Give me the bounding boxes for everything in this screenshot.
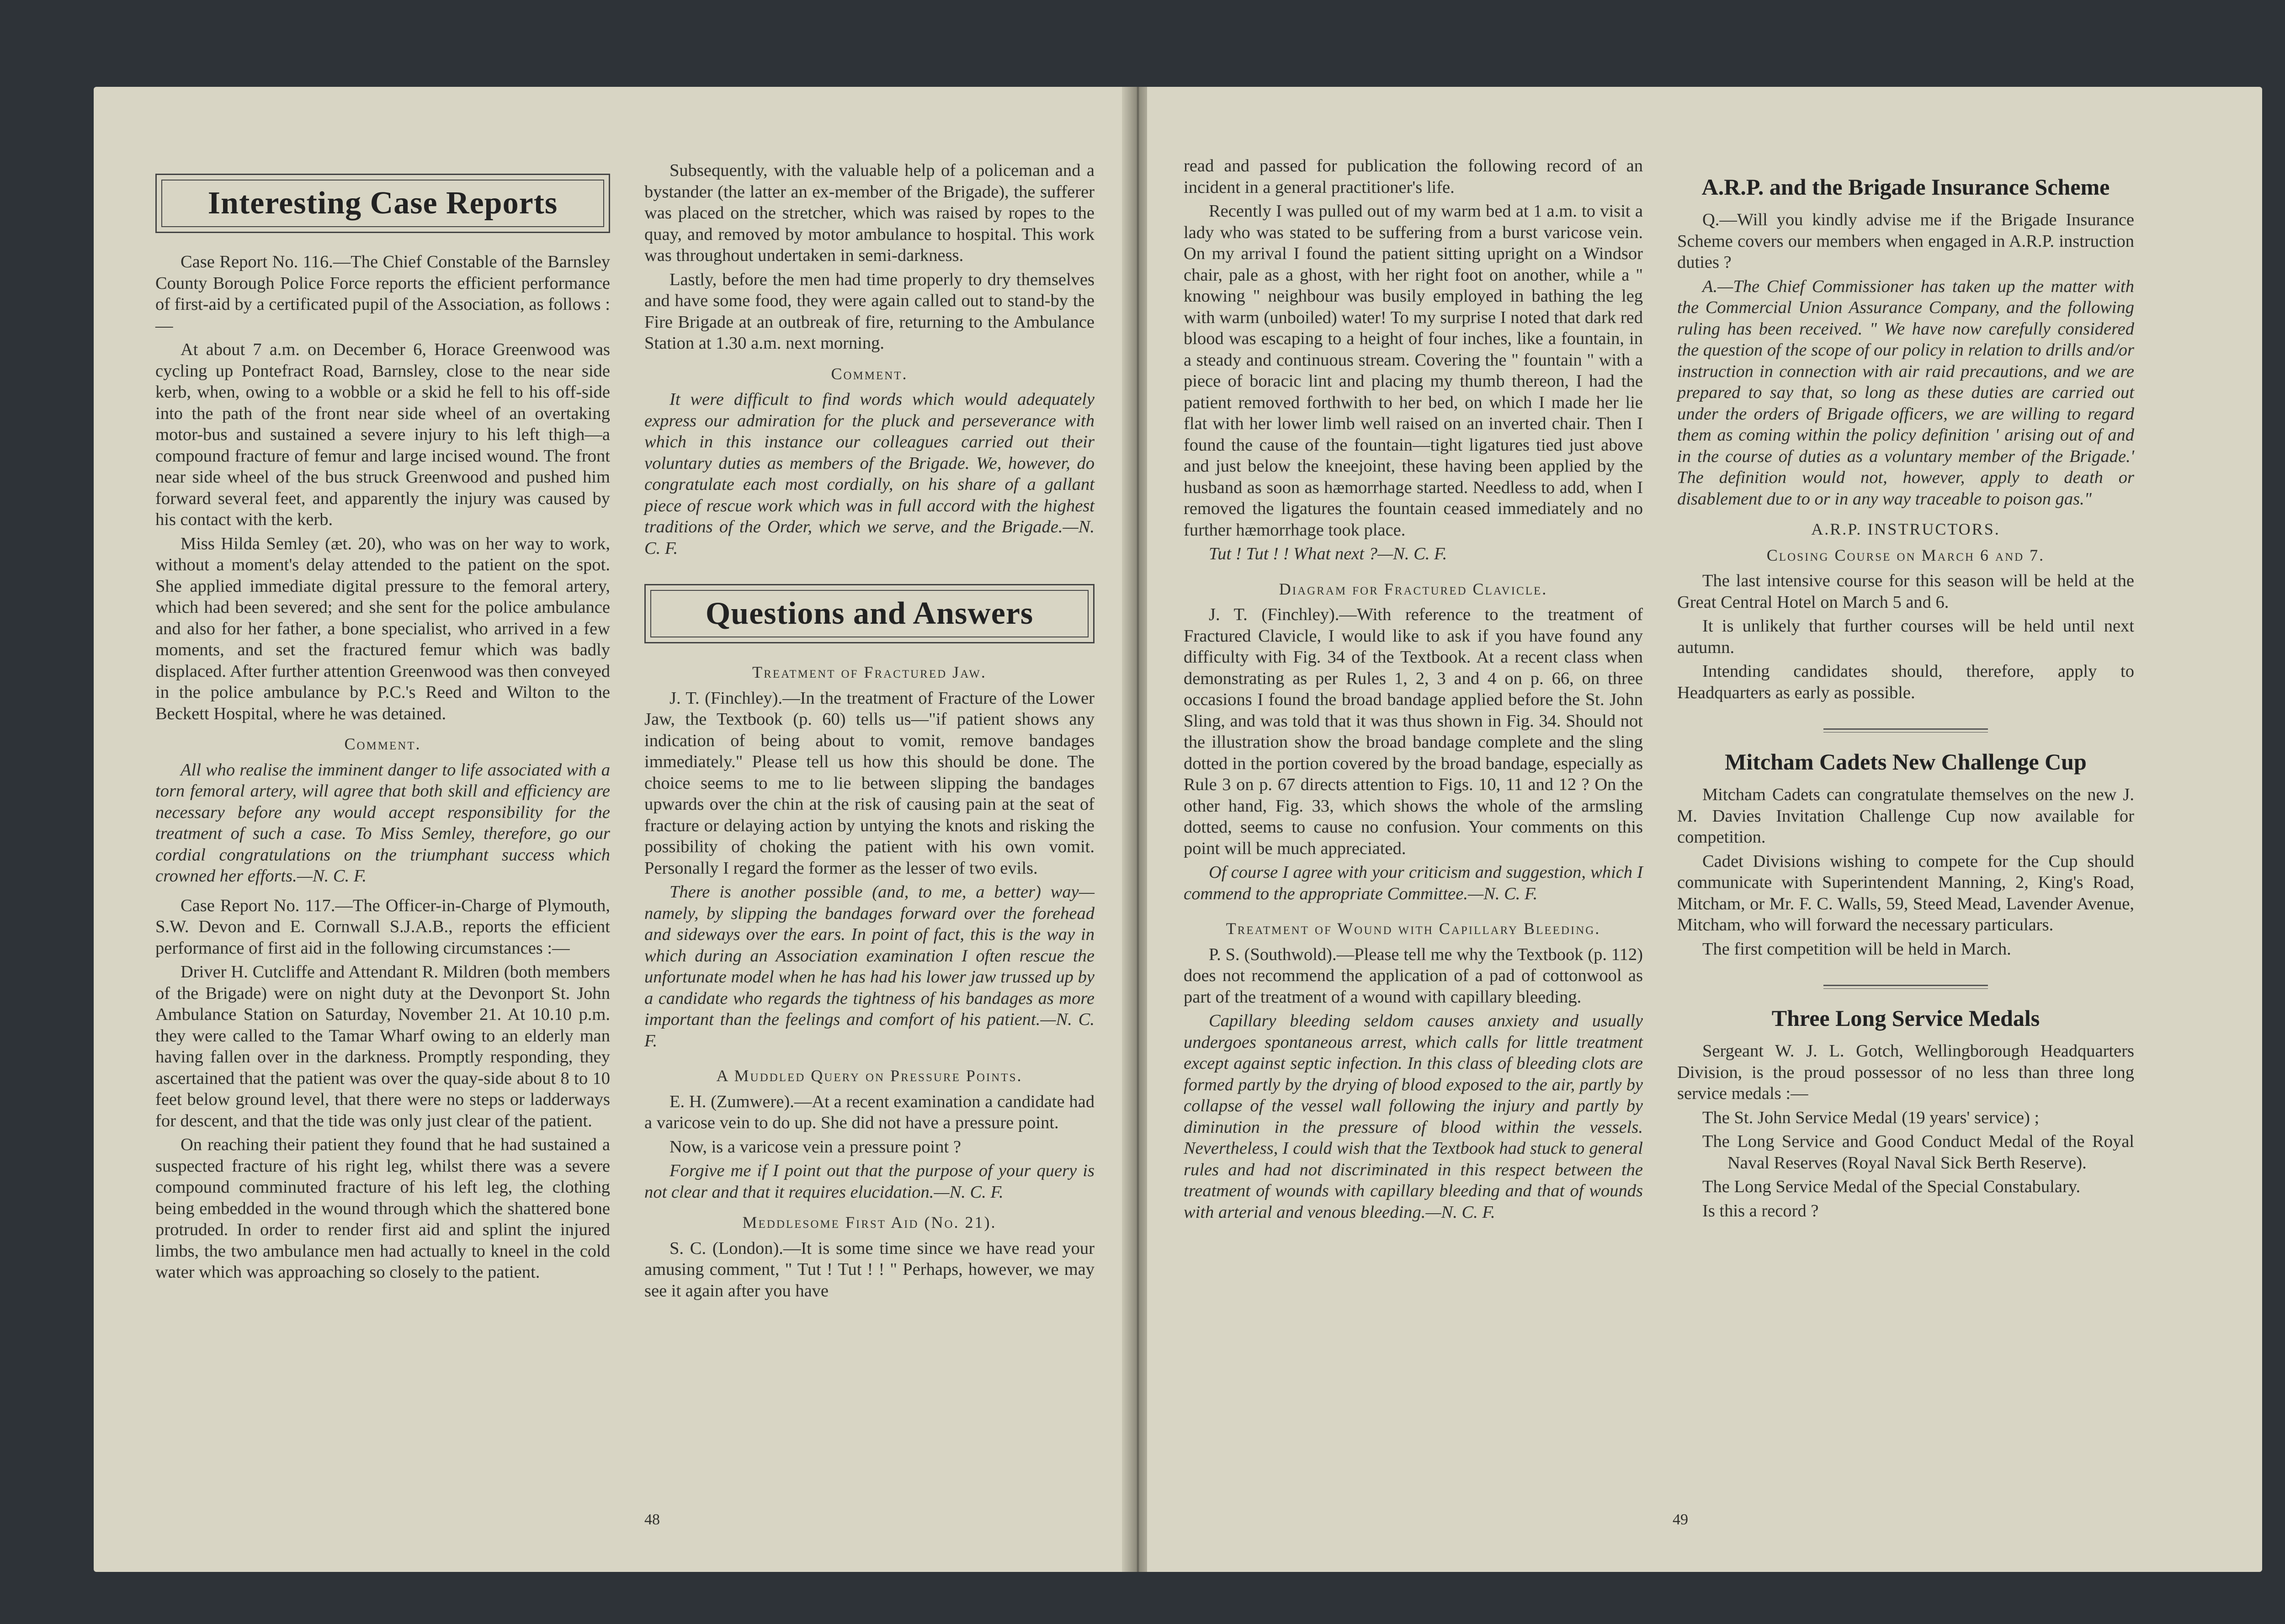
right-column-1 (1184, 155, 1643, 1226)
page-number: 49 (1673, 1511, 1688, 1528)
comment-label: Comment. (831, 364, 908, 383)
question-text: E. H. (Zumwere).—At a recent examination a candidate had a varicose vein to do up. She did not have a pressure point. (644, 1092, 1095, 1132)
answer-text: Tut ! Tut ! ! What next ?—N. C. F. (1209, 544, 1447, 563)
divider (1823, 985, 1988, 989)
list-item: The St. John Service Medal (19 years' service) ; (1702, 1108, 2040, 1127)
paragraph: Recently I was pulled out of my warm bed at 1 a.m. to visit a lady who was stated to be suffering from a burst varicose vein. On my arrival I found the patient sitting upright on a Windsor chair, pale as a ghost, with her right foot on another, while a " knowing " neighbour was busily employed in bathing the leg with warm (unboiled) water! To my surprise I noted that dark red blood was escaping to a height of four inches, like a fountain, in a steady and continuous stream. Covering the " fountain " with a piece of boracic lint and placing my thumb thereon, I had the patient removed forthwith to her bed, on which I made her lie flat with her lower limb well raised on an inverted chair. Then I found the cause of the fountain—tight ligatures tied just above and just below the kneejoint, these having been applied by the husband as soon as hæmorrhage started. Needless to add, when I removed the ligatures the fountain ceased immediately and no further hæmorrhage took place. (1184, 202, 1643, 540)
paragraph: Lastly, before the men had time properly to dry themselves and have some food, they were again called out to stand-by the Fire Brigade at an outbreak of fire, returning to the Ambulance Station at 1.30 a.m. next morning. (644, 270, 1095, 353)
divider (1823, 728, 1988, 732)
page-number: 48 (644, 1511, 660, 1528)
question-text: S. C. (London).—It is some time since we have read your amusing comment, " Tut ! Tut ! ! " Perhaps, however, we may see it again after you have (644, 1238, 1095, 1300)
question-text: J. T. (Finchley).—With reference to the treatment of Fractured Clavicle, I would like to ask if you have found any difficulty with Fig. 34 of the Textbook. At a recent class when demonstrating as per Rules 1, 2, 3 and 4 on p. 66, on three occasions I found the broad bandage applied before the St. John Sling, and was told that it was thus shown in Fig. 34. Should not the illustration show the broad bandage complete and the sling dotted in the portion covered by the broad bandage, especially as Rule 3 on p. 67 directs attention to Figs. 10, 11 and 12 ? On the other hand, Fig. 33, which shows the whole of the armsling dotted, seems to cause no confusion. Your comments on this point will be much appreciated. (1184, 605, 1643, 858)
section-heading: Interesting Case Reports (161, 180, 604, 227)
answer-text: Of course I agree with your criticism and suggestion, which I commend to the appropriate Committee.—N. C. F. (1184, 863, 1643, 903)
comment-text: All who realise the imminent danger to life associated with a torn femoral artery, will agree that both skill and efficiency are necessary before any would accept responsibility for the treatment of such a case. To Miss Semley, therefore, go our cordial congratulations on the triumphant success which crowned her efforts.—N. C. F. (155, 760, 610, 886)
instructors-title: A.R.P. INSTRUCTORS. (1811, 520, 2000, 538)
paragraph: The last intensive course for this season will be held at the Great Central Hotel on March 5 and 6. (1677, 571, 2134, 612)
paragraph: Subsequently, with the valuable help of a policeman and a bystander (the latter an ex-member of the Brigade), the sufferer was placed on the stretcher, which was raised by ropes to the quay, and removed by motor ambulance to hospital. This work was throughout undertaken in semi-darkness. (644, 161, 1095, 265)
paragraph: Cadet Divisions wishing to compete for the Cup should communicate with Superintendent Manning, 2, King's Road, Mitcham, or Mr. F. C. Walls, 59, Steed Mead, Lavender Avenue, Mitcham, who will forward the necessary particulars. (1677, 851, 2134, 934)
comment-text: It were difficult to find words which would adequately express our admiration for the pluck and perseverance with which in this instance our colleagues carried out their voluntary duties as members of the Brigade. We, however, do congratulate each most cordially, on his share of a gallant piece of rescue work which was in full accord with the highest traditions of the Order, which we serve, and the Brigade.—N. C. F. (644, 390, 1095, 558)
paragraph: Case Report No. 117.—The Officer-in-Charge of Plymouth, S.W. Devon and E. Cornwall S.J.A.B., reports the efficient performance of first aid in the following circumstances :— (155, 896, 610, 958)
right-page (1147, 87, 2262, 1572)
left-column-1 (155, 160, 610, 1286)
paragraph: The first competition will be held in March. (1702, 939, 2011, 959)
question-text: J. T. (Finchley).—In the treatment of Fracture of the Lower Jaw, the Textbook (p. 60) tells us—"if patient shows any indication of being about to vomit, remove bandages immediately." Please tell us how this should be done. The choice seems to me to lie between slipping the bandages upwards over the chin at the risk of causing pain at the seat of fracture or delaying action by untying the knots and risking the possibility of choking the patient with his own vomit. Personally I regard the former as the lesser of two evils. (644, 688, 1095, 878)
comment-label: Comment. (344, 735, 421, 753)
question-title: A Muddled Query on Pressure Points. (716, 1067, 1023, 1085)
question-text: P. S. (Southwold).—Please tell me why the Textbook (p. 112) does not recommend the application of a pad of cottonwool as part of the treatment of a wound with capillary bleeding. (1184, 945, 1643, 1007)
question-title: Treatment of Wound with Capillary Bleeding. (1226, 919, 1601, 938)
paragraph: Intending candidates should, therefore, apply to Headquarters as early as possible. (1677, 662, 2134, 702)
question-text: Now, is a varicose vein a pressure point ? (670, 1137, 961, 1157)
paragraph: Driver H. Cutcliffe and Attendant R. Mildren (both members of the Brigade) were on night duty at the Devonport St. John Ambulance Station on Saturday, November 21. At 10.10 p.m. they were called to the Tamar Wharf owing to an elderly man having fallen over in the darkness. Promptly responding, they ascertained that the patient was over the quay-side about 8 to 10 feet below ground level, that there were no steps or ladderways for descent, and that the tide was only just clear of the patient. (155, 962, 610, 1130)
question-title: Treatment of Fractured Jaw. (752, 663, 987, 681)
medals-heading: Three Long Service Medals (1771, 1005, 2040, 1031)
answer-text: A.—The Chief Commissioner has taken up the matter with the Commercial Union Assurance Company, and the following ruling has been received. " We have now carefully considered the question of the scope of our policy in relation to drills and/or instruction in connection with air raid precautions, and we are prepared to say that, so long as these duties are carried out under the orders of Brigade officers, we are willing to regard them as coming within the policy definition ' arising out of and in the course of duties as a voluntary member of the Brigade.' The definition would not, however, apply to death or disablement due to or in any way traceable to poison gas." (1677, 276, 2134, 509)
list-item: The Long Service and Good Conduct Medal of the Royal Naval Reserves (Royal Naval Sick Berth Reserve). (1702, 1132, 2134, 1173)
paragraph: Is this a record ? (1702, 1201, 1819, 1221)
answer-text: Capillary bleeding seldom causes anxiety and usually undergoes spontaneous arrest, which calls for little treatment except against septic infection. In this class of bleeding clots are formed partly by the drying of blood exposed to the air, partly by collapse of the vessel wall following the injury and partly by diminution in the pressure of blood within the vessels. Nevertheless, I could wish that the Textbook had stuck to general rules and had not discriminated in this respect between the treatment of wounds with capillary bleeding and that of wounds with arterial and venous bleeding.—N. C. F. (1184, 1011, 1643, 1222)
right-column-2 (1677, 165, 2134, 1224)
question-title: Meddlesome First Aid (No. 21). (742, 1213, 997, 1231)
paragraph: Miss Hilda Semley (æt. 20), who was on her way to work, without a moment's delay attended to the patient on the spot. She applied immediate digital pressure to the femoral artery, which had been severed; and she sent for the police ambulance and also for her father, a bone specialist, who arrived in a few moments, and set the fractured femur which was badly displaced. After further attention Greenwood was then conveyed in the police ambulance by P.C.'s Reed and Wilton to the Beckett Hospital, where he was detained. (155, 534, 610, 723)
answer-text: There is another possible (and, to me, a better) way—namely, by slipping the bandages forward over the forehead and sideways over the ears. In point of fact, this is the way in which during an Association examination I often rescue the unfortunate model when he has had his lower jaw trussed up by a candidate who regards the tightness of his bandages as more important than the feelings and comfort of his patient.—N. C. F. (644, 882, 1095, 1051)
interesting-case-reports-heading-box (155, 174, 610, 233)
left-page (94, 87, 1129, 1572)
arp-heading: A.R.P. and the Brigade Insurance Scheme (1701, 174, 2110, 200)
section-heading: Questions and Answers (650, 590, 1089, 637)
answer-text: Forgive me if I point out that the purpose of your query is not clear and that it requires elucidation.—N. C. F. (644, 1161, 1095, 1202)
paragraph: read and passed for publication the following record of an incident in a general practitioner's life. (1184, 156, 1643, 197)
questions-answers-heading-box (644, 584, 1095, 643)
paragraph: Sergeant W. J. L. Gotch, Wellingborough Headquarters Division, is the proud possessor of no less than three long service medals :— (1677, 1041, 2134, 1103)
paragraph: It is unlikely that further courses will be held until next autumn. (1677, 616, 2134, 657)
question-text: Q.—Will you kindly advise me if the Brigade Insurance Scheme covers our members when engaged in A.R.P. instruction duties ? (1677, 210, 2134, 272)
paragraph: Mitcham Cadets can congratulate themselves on the new J. M. Davies Invitation Challenge Cup now available for competition. (1677, 785, 2134, 847)
paragraph: At about 7 a.m. on December 6, Horace Greenwood was cycling up Pontefract Road, Barnsley, close to the near side kerb, when, owing to a wobble or a skid he fell to his off-side into the path of the front near side wheel of an overtaking motor-bus and sustained a severe injury to his left thigh—a compound fracture of femur and large incised wound. The front near side wheel of the bus struck Greenwood and pushed him forward several feet, and apparently the injury was caused by his contact with the kerb. (155, 340, 610, 529)
list-item: The Long Service Medal of the Special Constabulary. (1702, 1177, 2081, 1196)
question-title: Diagram for Fractured Clavicle. (1279, 579, 1548, 598)
medal-list (1677, 1107, 2134, 1198)
paragraph: On reaching their patient they found that he had sustained a suspected fracture of his right leg, whilst there was a severe compound comminuted fracture of his left leg, the clothing being embedded in the wound through which the shattered bone protruded. In order to render first aid and splint the injured limbs, the two ambulance men had actually to kneel in the cold water which was approaching so closely to the patient. (155, 1135, 610, 1282)
instructors-subtitle: Closing Course on March 6 and 7. (1766, 546, 2045, 564)
mitcham-heading: Mitcham Cadets New Challenge Cup (1725, 749, 2087, 775)
left-column-2 (644, 160, 1095, 1304)
paragraph: Case Report No. 116.—The Chief Constable of the Barnsley County Borough Police Force reports the efficient performance of first-aid by a certificated pupil of the Association, as follows :— (155, 252, 610, 335)
